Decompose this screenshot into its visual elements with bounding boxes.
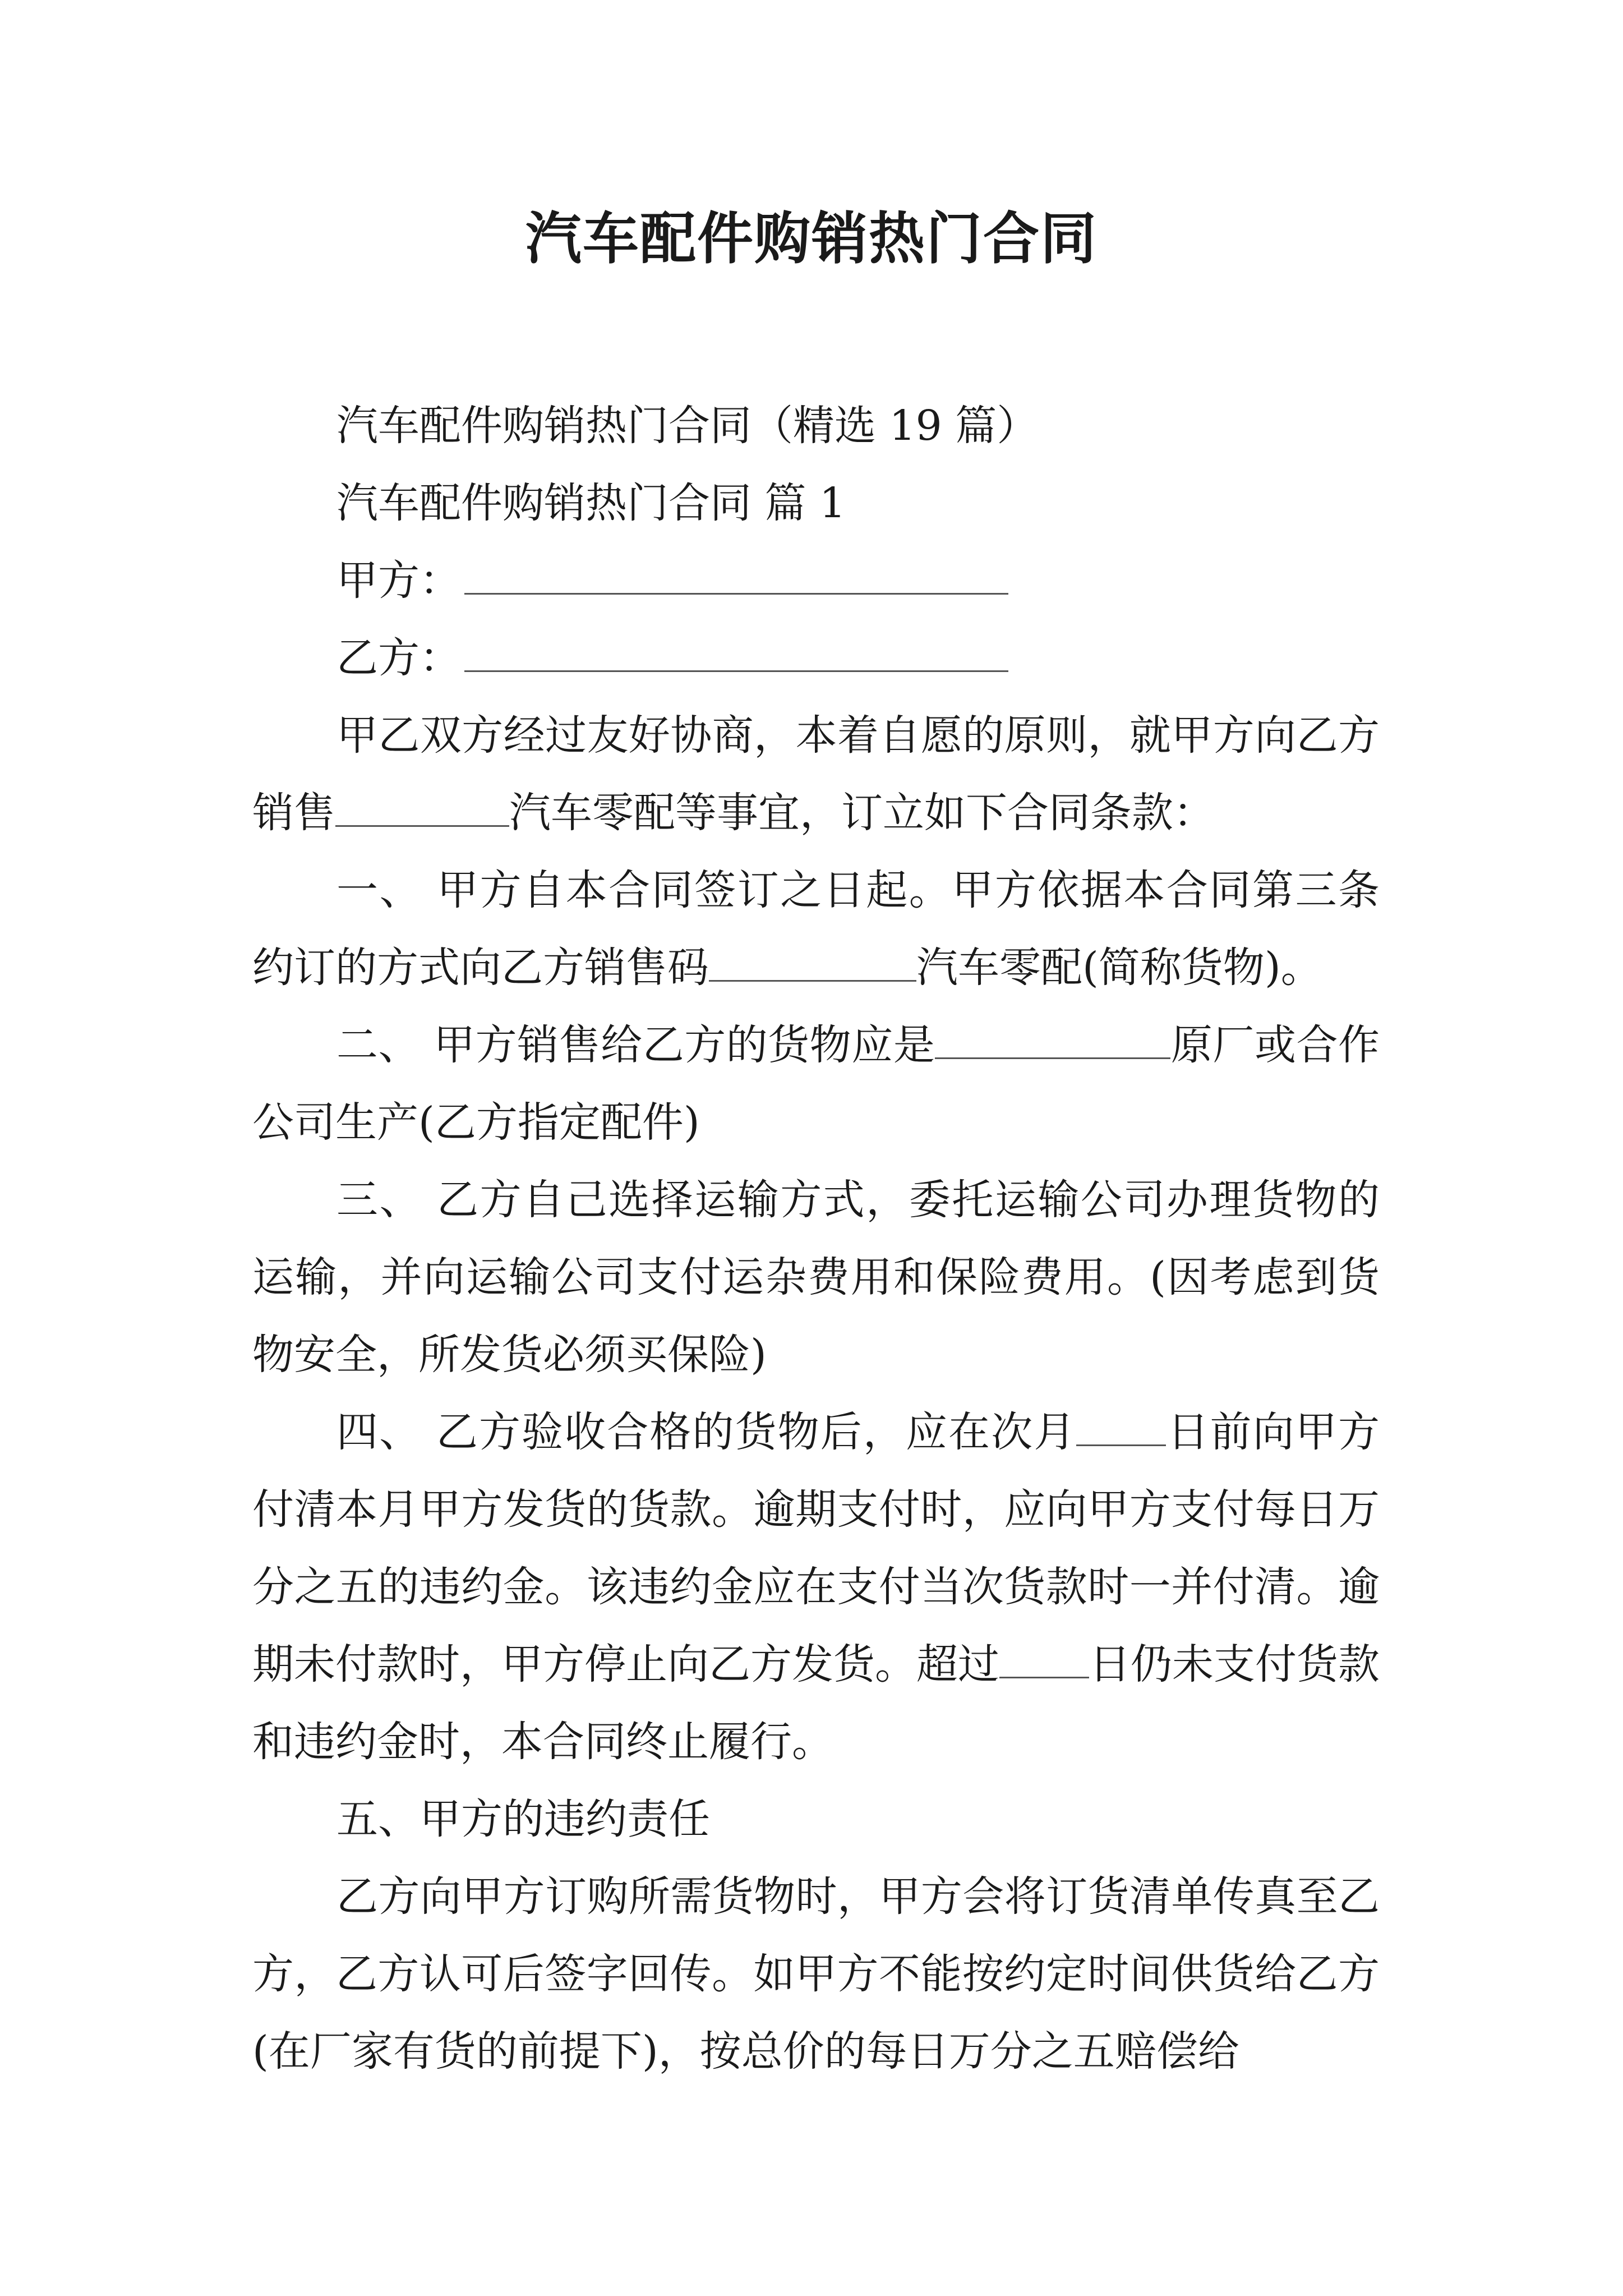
party-b-blank <box>464 637 1008 672</box>
party-a-blank <box>464 559 1008 595</box>
document-body <box>252 387 1380 2090</box>
party-b-label: 乙方： <box>336 634 461 682</box>
clause-4-text-a: 四、 乙方验收合格的货物后，应在次月 <box>336 1408 1077 1456</box>
intro-paragraph <box>252 697 1380 852</box>
clause-5-heading: 五、甲方的违约责任 <box>336 1795 710 1843</box>
clause-4-overdue-blank <box>999 1643 1089 1678</box>
party-a-label: 甲方： <box>336 556 461 605</box>
clause-2-text-b: 原厂或合作公司生产(乙方指定配件) <box>252 1021 1380 1147</box>
subtitle-paragraph: 汽车配件购销热门合同（精选 19 篇） <box>336 402 1039 450</box>
clause-4-text-b: 日前向甲方付清本月甲方发货的货款。逾期支付时，应向甲方支付每日万分之五的违约金。该违约金应在支付当次货款时一并付清。逾期未付款时，甲方停止向乙方发货。超过 <box>252 1408 1380 1688</box>
clause-4-day-blank <box>1076 1411 1166 1446</box>
section-heading: 汽车配件购销热门合同 篇 1 <box>336 479 846 527</box>
party-b-line <box>252 619 1380 697</box>
clause-2 <box>252 1006 1380 1161</box>
clause-2-blank <box>935 1024 1170 1059</box>
clause-1 <box>252 852 1380 1006</box>
intro-text-b: 汽车零配等事宜，订立如下合同条款： <box>509 789 1215 837</box>
clause-2-text-a: 二、 甲方销售给乙方的货物应是 <box>336 1021 935 1069</box>
clause-4 <box>252 1393 1380 1780</box>
clause-1-text-b: 汽车零配(简称货物)。 <box>916 944 1322 992</box>
clause-5-body: 乙方向甲方订购所需货物时，甲方会将订货清单传真至乙方，乙方认可后签字回传。如甲方不能按约定时间供货给乙方(在厂家有货的前提下)，按总价的每日万分之五赔偿给 <box>252 1872 1380 2076</box>
clause-1-blank <box>709 946 916 982</box>
clause-3: 三、 乙方自己选择运输方式，委托运输公司办理货物的运输，并向运输公司支付运杂费用和保险费用。(因考虑到货物安全，所发货必须买保险) <box>252 1176 1380 1379</box>
intro-text-a: 甲乙双方经过友好协商，本着自愿的原则，就甲方向乙方销售 <box>252 711 1380 837</box>
clause-4-text-c: 日仍未支付货款和违约金时，本合同终止履行。 <box>252 1640 1380 1766</box>
product-blank <box>335 792 509 827</box>
party-a-line <box>252 542 1380 619</box>
document-title: 汽车配件购销热门合同 <box>525 205 1098 272</box>
clause-1-text-a: 一、 甲方自本合同签订之日起。甲方依据本合同第三条约订的方式向乙方销售码 <box>252 866 1380 992</box>
